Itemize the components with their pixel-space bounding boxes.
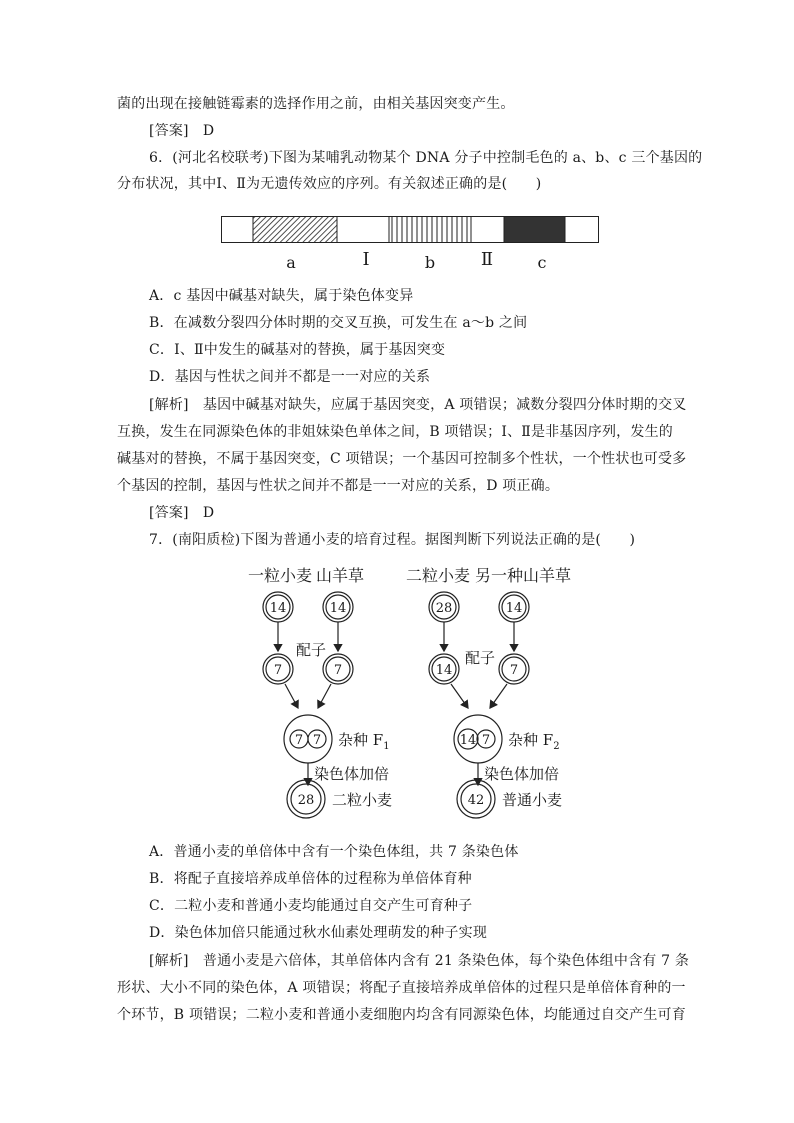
question-7-stem: 7．(南阳质检)下图为普通小麦的培育过程。据图判断下列说法正确的是( ) bbox=[149, 532, 636, 548]
answer-line: [答案] D bbox=[149, 505, 215, 521]
chromosome-count: 7 bbox=[509, 663, 519, 678]
option-6d: D．基因与性状之间并不都是一一对应的关系 bbox=[149, 369, 431, 385]
text-line: 菌的出现在接触链霉素的选择作用之前，由相关基因突变产生。 bbox=[117, 96, 515, 112]
question-6-stem-cont: 分布状况，其中Ⅰ、Ⅱ为无遗传效应的序列。有关叙述正确的是( ) bbox=[117, 176, 542, 192]
dna-gene-diagram bbox=[221, 216, 601, 276]
gene-a-segment bbox=[253, 217, 337, 243]
chromosome-count: 7 bbox=[312, 733, 322, 748]
parent1-label: 一粒小麦 bbox=[247, 566, 313, 585]
parent2-label: 另一种山羊草 bbox=[474, 566, 572, 585]
analysis-line: 个基因的控制，基因与性状之间并不都是一一对应的关系，D 项正确。 bbox=[117, 478, 560, 494]
chromosome-count: 7 bbox=[294, 733, 304, 748]
answer-line: [答案] D bbox=[149, 123, 215, 139]
option-6c: C．Ⅰ、Ⅱ中发生的碱基对的替换，属于基因突变 bbox=[149, 342, 446, 358]
gamete-label: 配子 bbox=[296, 641, 327, 659]
analysis-line: [解析] 基因中碱基对缺失，应属于基因突变，A 项错误；减数分裂四分体时期的交叉 bbox=[149, 397, 687, 413]
hybrid-label: 杂种 $F_2$ bbox=[508, 731, 560, 752]
gene-b-segment bbox=[389, 217, 471, 243]
option-7c: C．二粒小麦和普通小麦均能通过自交产生可育种子 bbox=[149, 898, 473, 914]
option-7d: D．染色体加倍只能通过秋水仙素处理萌发的种子实现 bbox=[149, 925, 488, 941]
wheat-breeding-diagram bbox=[240, 563, 580, 825]
label-I: Ⅰ bbox=[362, 249, 370, 270]
chromosome-count: 7 bbox=[273, 663, 283, 678]
chromosome-count: 28 bbox=[297, 793, 315, 808]
label-a: a bbox=[286, 253, 296, 272]
chromosome-count: 42 bbox=[467, 793, 485, 808]
label-c: c bbox=[537, 253, 547, 272]
option-7a: A．普通小麦的单倍体中含有一个染色体组，共 7 条染色体 bbox=[149, 844, 519, 860]
analysis-line: 形状、大小不同的染色体，A 项错误；将配子直接培养成单倍体的过程只是单倍体育种的一 bbox=[117, 980, 686, 996]
label-II: Ⅱ bbox=[480, 249, 494, 270]
option-6b: B．在减数分裂四分体时期的交叉互换，可发生在 a～b 之间 bbox=[149, 315, 528, 331]
hybrid-label: 杂种 $F_1$ bbox=[338, 731, 390, 752]
analysis-line: [解析] 普通小麦是六倍体，其单倍体内含有 21 条染色体，每个染色体组中含有 7 条 bbox=[149, 953, 690, 969]
analysis-line: 碱基对的替换，不属于基因突变，C 项错误；一个基因可控制多个性状，一个性状也可受多 bbox=[117, 451, 687, 467]
chromosome-count: 7 bbox=[333, 663, 343, 678]
result-label: 二粒小麦 bbox=[332, 791, 393, 809]
chromosome-count: 28 bbox=[435, 601, 453, 616]
chromosome-count: 14 bbox=[505, 601, 523, 616]
chromosome-count: 14 bbox=[269, 601, 287, 616]
parent1-label: 二粒小麦 bbox=[405, 566, 471, 585]
gamete-label: 配子 bbox=[465, 649, 496, 667]
chromosome-count: 14 bbox=[435, 663, 453, 678]
doubling-label: 染色体加倍 bbox=[314, 765, 390, 783]
analysis-line: 个环节，B 项错误；二粒小麦和普通小麦细胞内均含有同源染色体，均能通过自交产生可育 bbox=[117, 1007, 686, 1023]
chromosome-count: 14 bbox=[329, 601, 347, 616]
option-7b: B．将配子直接培养成单倍体的过程称为单倍体育种 bbox=[149, 871, 472, 887]
parent2-label: 山羊草 bbox=[315, 566, 365, 585]
question-6-stem: 6．(河北名校联考)下图为某哺乳动物某个 DNA 分子中控制毛色的 a、b、c 三个基因的 bbox=[149, 150, 703, 166]
chromosome-count: 14 bbox=[459, 733, 477, 748]
analysis-line: 互换，发生在同源染色体的非姐妹染色单体之间，B 项错误；Ⅰ、Ⅱ是非基因序列，发生的 bbox=[117, 424, 673, 440]
option-6a: A．c 基因中碱基对缺失，属于染色体变异 bbox=[149, 288, 414, 304]
gene-c-segment bbox=[504, 217, 565, 243]
result-label: 普通小麦 bbox=[502, 791, 563, 809]
chromosome-count: 7 bbox=[481, 733, 491, 748]
label-b: b bbox=[424, 253, 436, 272]
doubling-label: 染色体加倍 bbox=[484, 765, 560, 783]
